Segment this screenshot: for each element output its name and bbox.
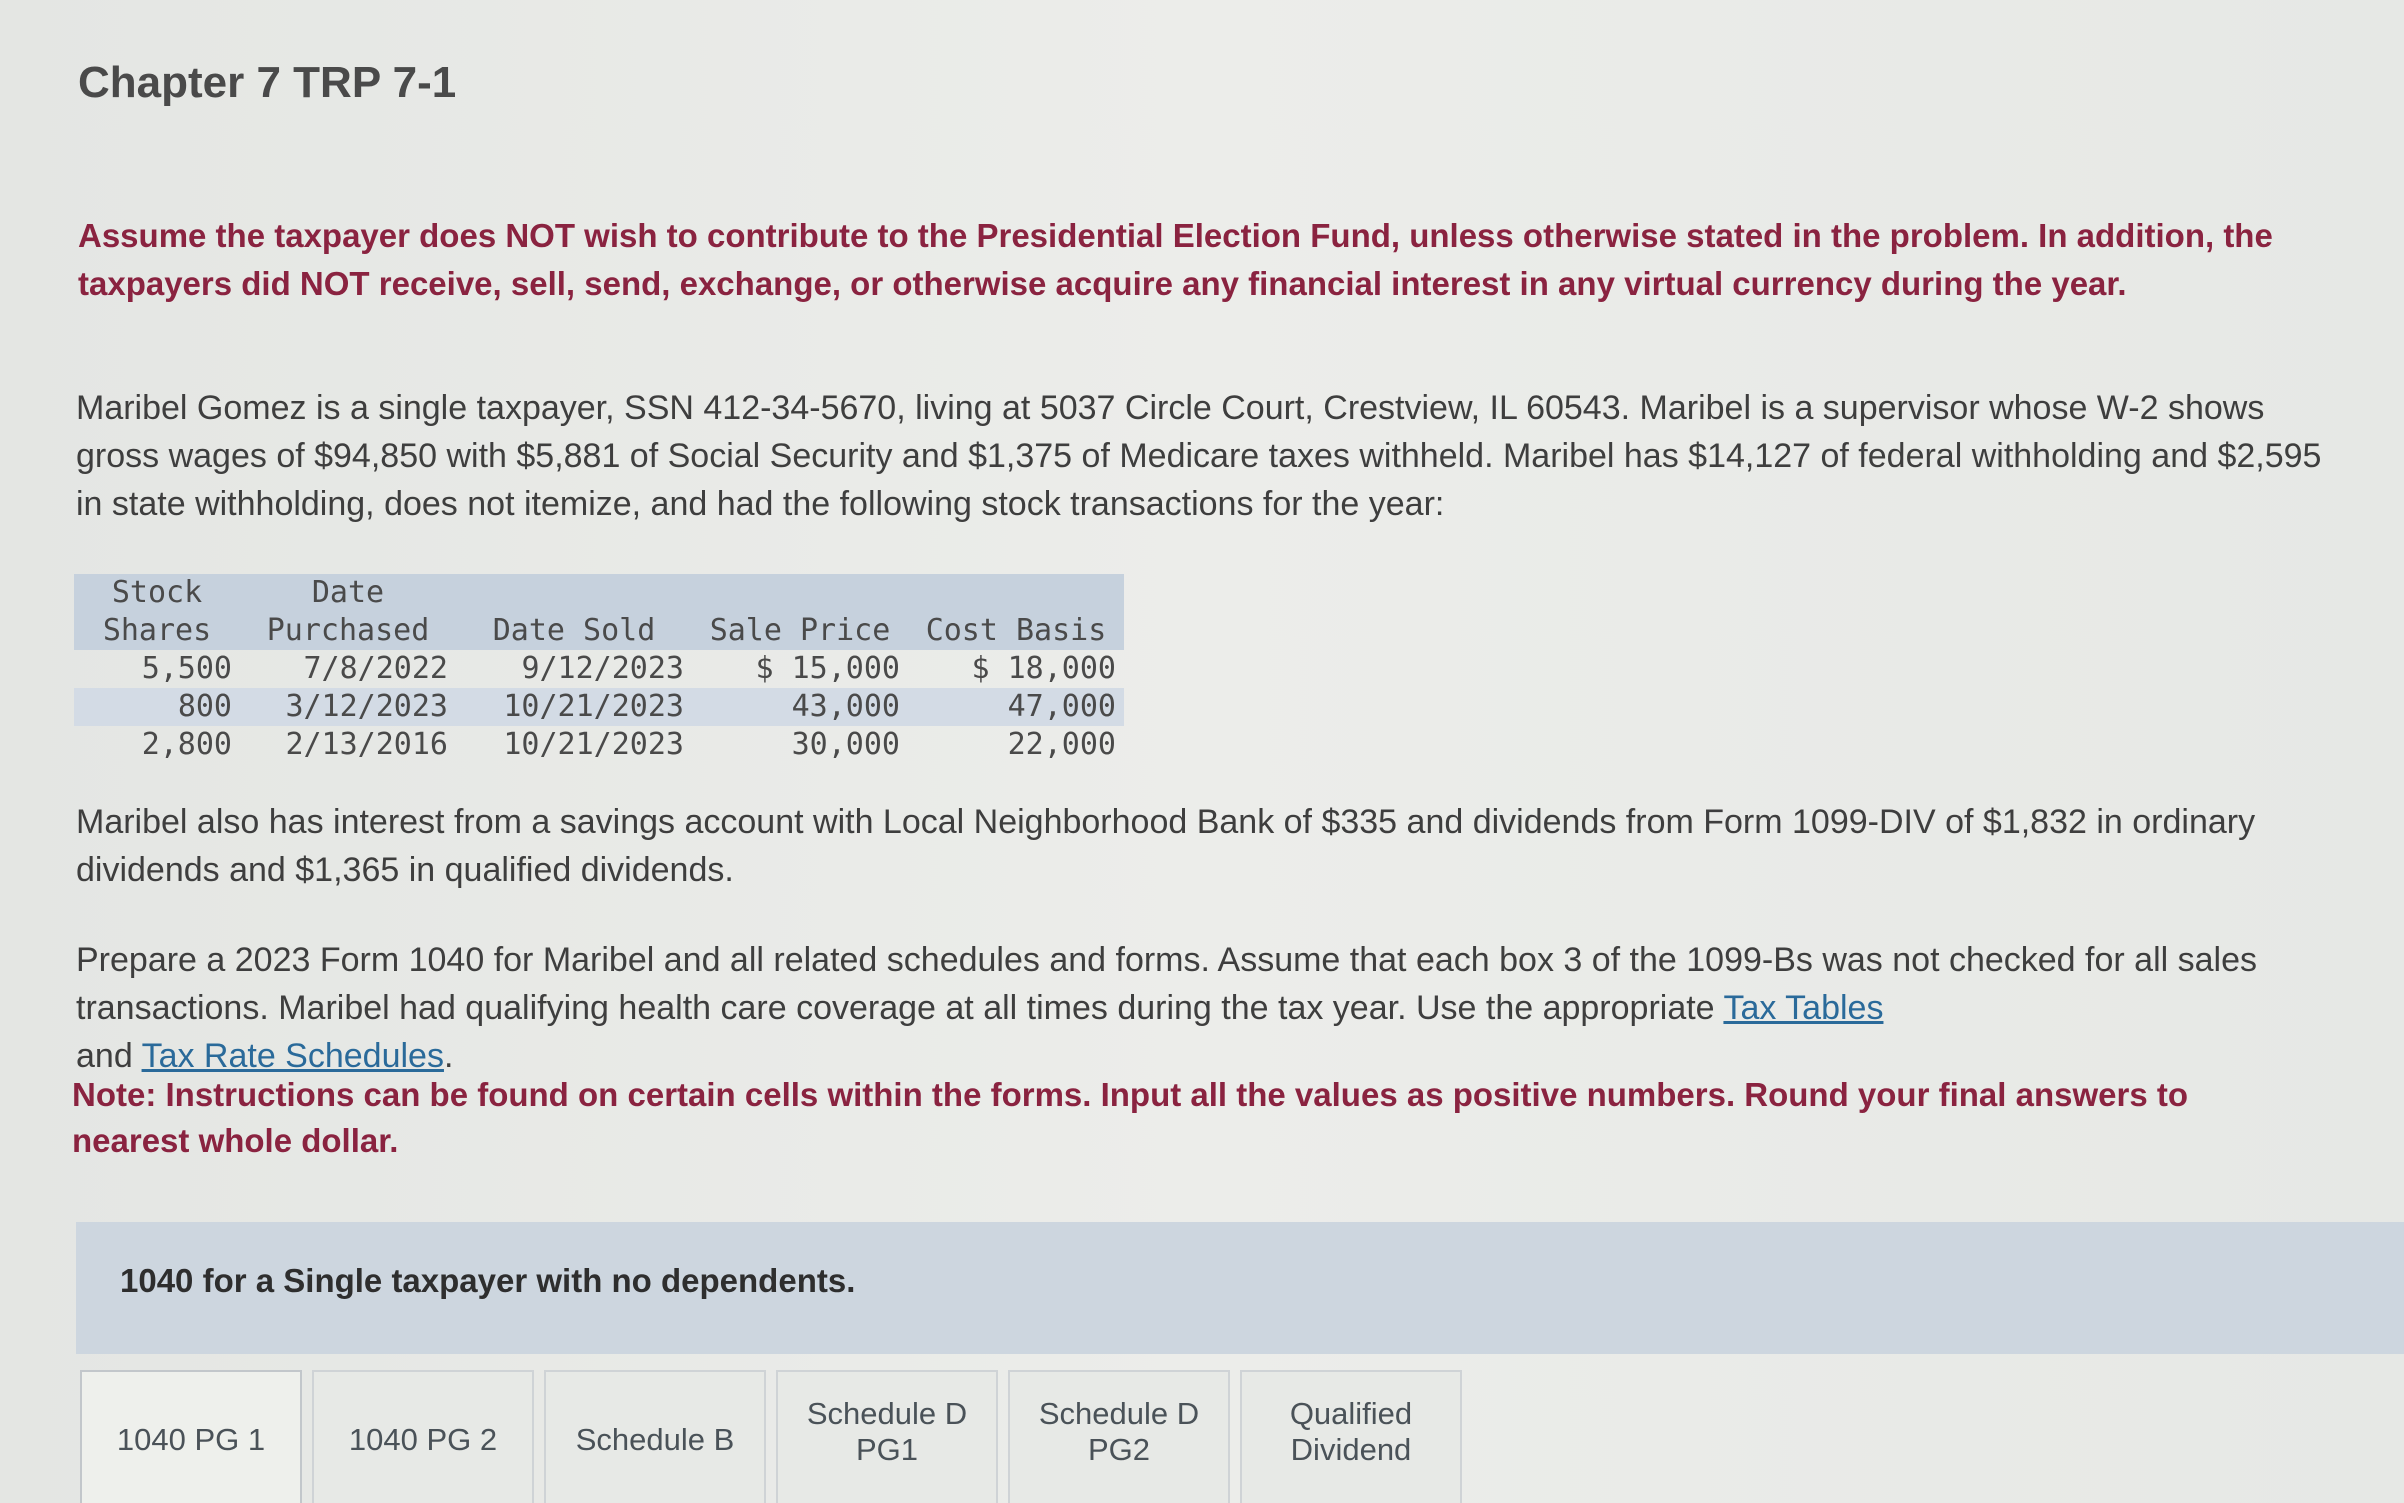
problem-paragraph-3	[76, 936, 2346, 1080]
cell-shares: 800	[177, 689, 232, 724]
tab-label-sub: Dividend	[1290, 1432, 1412, 1467]
problem-paragraph-1: Maribel Gomez is a single taxpayer, SSN 412-34-5670, living at 5037 Circle Court, Crestview, IL 60543. Maribel is a supervisor whose W-2 shows gross wages of $94,850 with $5,881 of Social Security and $1,375 of Medicare taxes withheld. Maribel has $14,127 of federal withholding and $2,595 in state withholding, does not itemize, and had the following stock transactions for the year:	[76, 389, 2322, 523]
tab-label: Schedule D	[1038, 1396, 1200, 1431]
intro-note: Assume the taxpayer does NOT wish to contribute to the Presidential Election Fund, unless otherwise stated in the problem. In addition, the taxpayers did NOT receive, sell, send, exchange, or otherwise acquire any financial interest in any virtual currency during the year.	[78, 217, 2273, 302]
header-stock-shares	[74, 574, 240, 650]
tab-label: Schedule B	[575, 1422, 735, 1457]
tax-rate-schedules-link[interactable]: Tax Rate Schedules	[141, 1037, 444, 1075]
tab-qualified-dividend[interactable]	[1240, 1370, 1462, 1503]
cell-date-purchased: 7/8/2022	[303, 651, 448, 686]
tab-1040-pg-2[interactable]	[312, 1370, 534, 1503]
problem-paragraph-2: Maribel also has interest from a savings account with Local Neighborhood Bank of $335 and dividends from Form 1099-DIV of $1,832 in ordinary dividends and $1,365 in qualified dividends.	[76, 803, 2256, 889]
table-row	[74, 726, 1124, 764]
stock-transactions-table	[74, 574, 1124, 764]
cell-date-sold: 9/12/2023	[521, 651, 684, 686]
form-header-band	[76, 1222, 2404, 1354]
table-row	[74, 688, 1124, 726]
cell-date-sold: 10/21/2023	[503, 689, 684, 724]
tab-label: 1040 PG 2	[348, 1422, 498, 1457]
tab-label-sub: PG1	[855, 1432, 919, 1467]
instructions-note: Note: Instructions can be found on certain cells within the forms. Input all the values as positive numbers. Round your final answers to nearest whole dollar.	[72, 1076, 2188, 1159]
form-tabs	[80, 1370, 1472, 1503]
tax-tables-link[interactable]: Tax Tables	[1723, 989, 1884, 1027]
header-date-purchased-line2: Purchased	[266, 613, 430, 648]
header-date-purchased	[240, 574, 456, 650]
form-band-title: 1040 for a Single taxpayer with no dependents.	[120, 1262, 856, 1299]
paragraph-3-text-before: Prepare a 2023 Form 1040 for Maribel and all related schedules and forms. Assume that each box 3 of the 1099-Bs was not checked for all sales transactions. Maribel had qualifying health care coverage at all times during the tax year. Use the appropriate	[76, 941, 2257, 1027]
tab-label: Schedule D	[806, 1396, 968, 1431]
cell-date-purchased: 3/12/2023	[285, 689, 448, 724]
header-stock-shares-line2: Shares	[102, 613, 212, 648]
tab-1040-pg-1[interactable]	[80, 1370, 302, 1503]
paragraph-3-text-middle: and	[76, 1037, 142, 1075]
cell-sale-price: 30,000	[791, 727, 900, 762]
table-header-row	[74, 574, 1124, 650]
cell-sale-price: 43,000	[791, 689, 900, 724]
tab-label: 1040 PG 1	[116, 1422, 266, 1457]
header-stock-shares-line1: Stock	[111, 575, 203, 610]
header-date-sold: Date Sold	[492, 613, 656, 648]
header-cost-basis: Cost Basis	[925, 613, 1107, 648]
cell-cost-basis: 47,000	[1007, 689, 1116, 724]
table-row	[74, 650, 1124, 688]
cell-shares: 5,500	[141, 651, 232, 686]
header-sale-price: Sale Price	[709, 613, 891, 648]
cell-date-purchased: 2/13/2016	[285, 727, 448, 762]
header-date-purchased-line1: Date	[311, 575, 385, 610]
paragraph-3-text-after: .	[443, 1037, 454, 1075]
cell-cost-basis: $ 18,000	[971, 651, 1116, 686]
cell-shares: 2,800	[141, 727, 232, 762]
chapter-title: Chapter 7 TRP 7-1	[78, 58, 457, 107]
tab-schedule-d-pg1[interactable]	[776, 1370, 998, 1503]
cell-date-sold: 10/21/2023	[503, 727, 684, 762]
cell-sale-price: $ 15,000	[755, 651, 900, 686]
cell-cost-basis: 22,000	[1007, 727, 1116, 762]
tab-schedule-d-pg2[interactable]	[1008, 1370, 1230, 1503]
tab-label-sub: PG2	[1087, 1432, 1151, 1467]
tab-schedule-b[interactable]	[544, 1370, 766, 1503]
tab-label: Qualified	[1289, 1396, 1413, 1431]
